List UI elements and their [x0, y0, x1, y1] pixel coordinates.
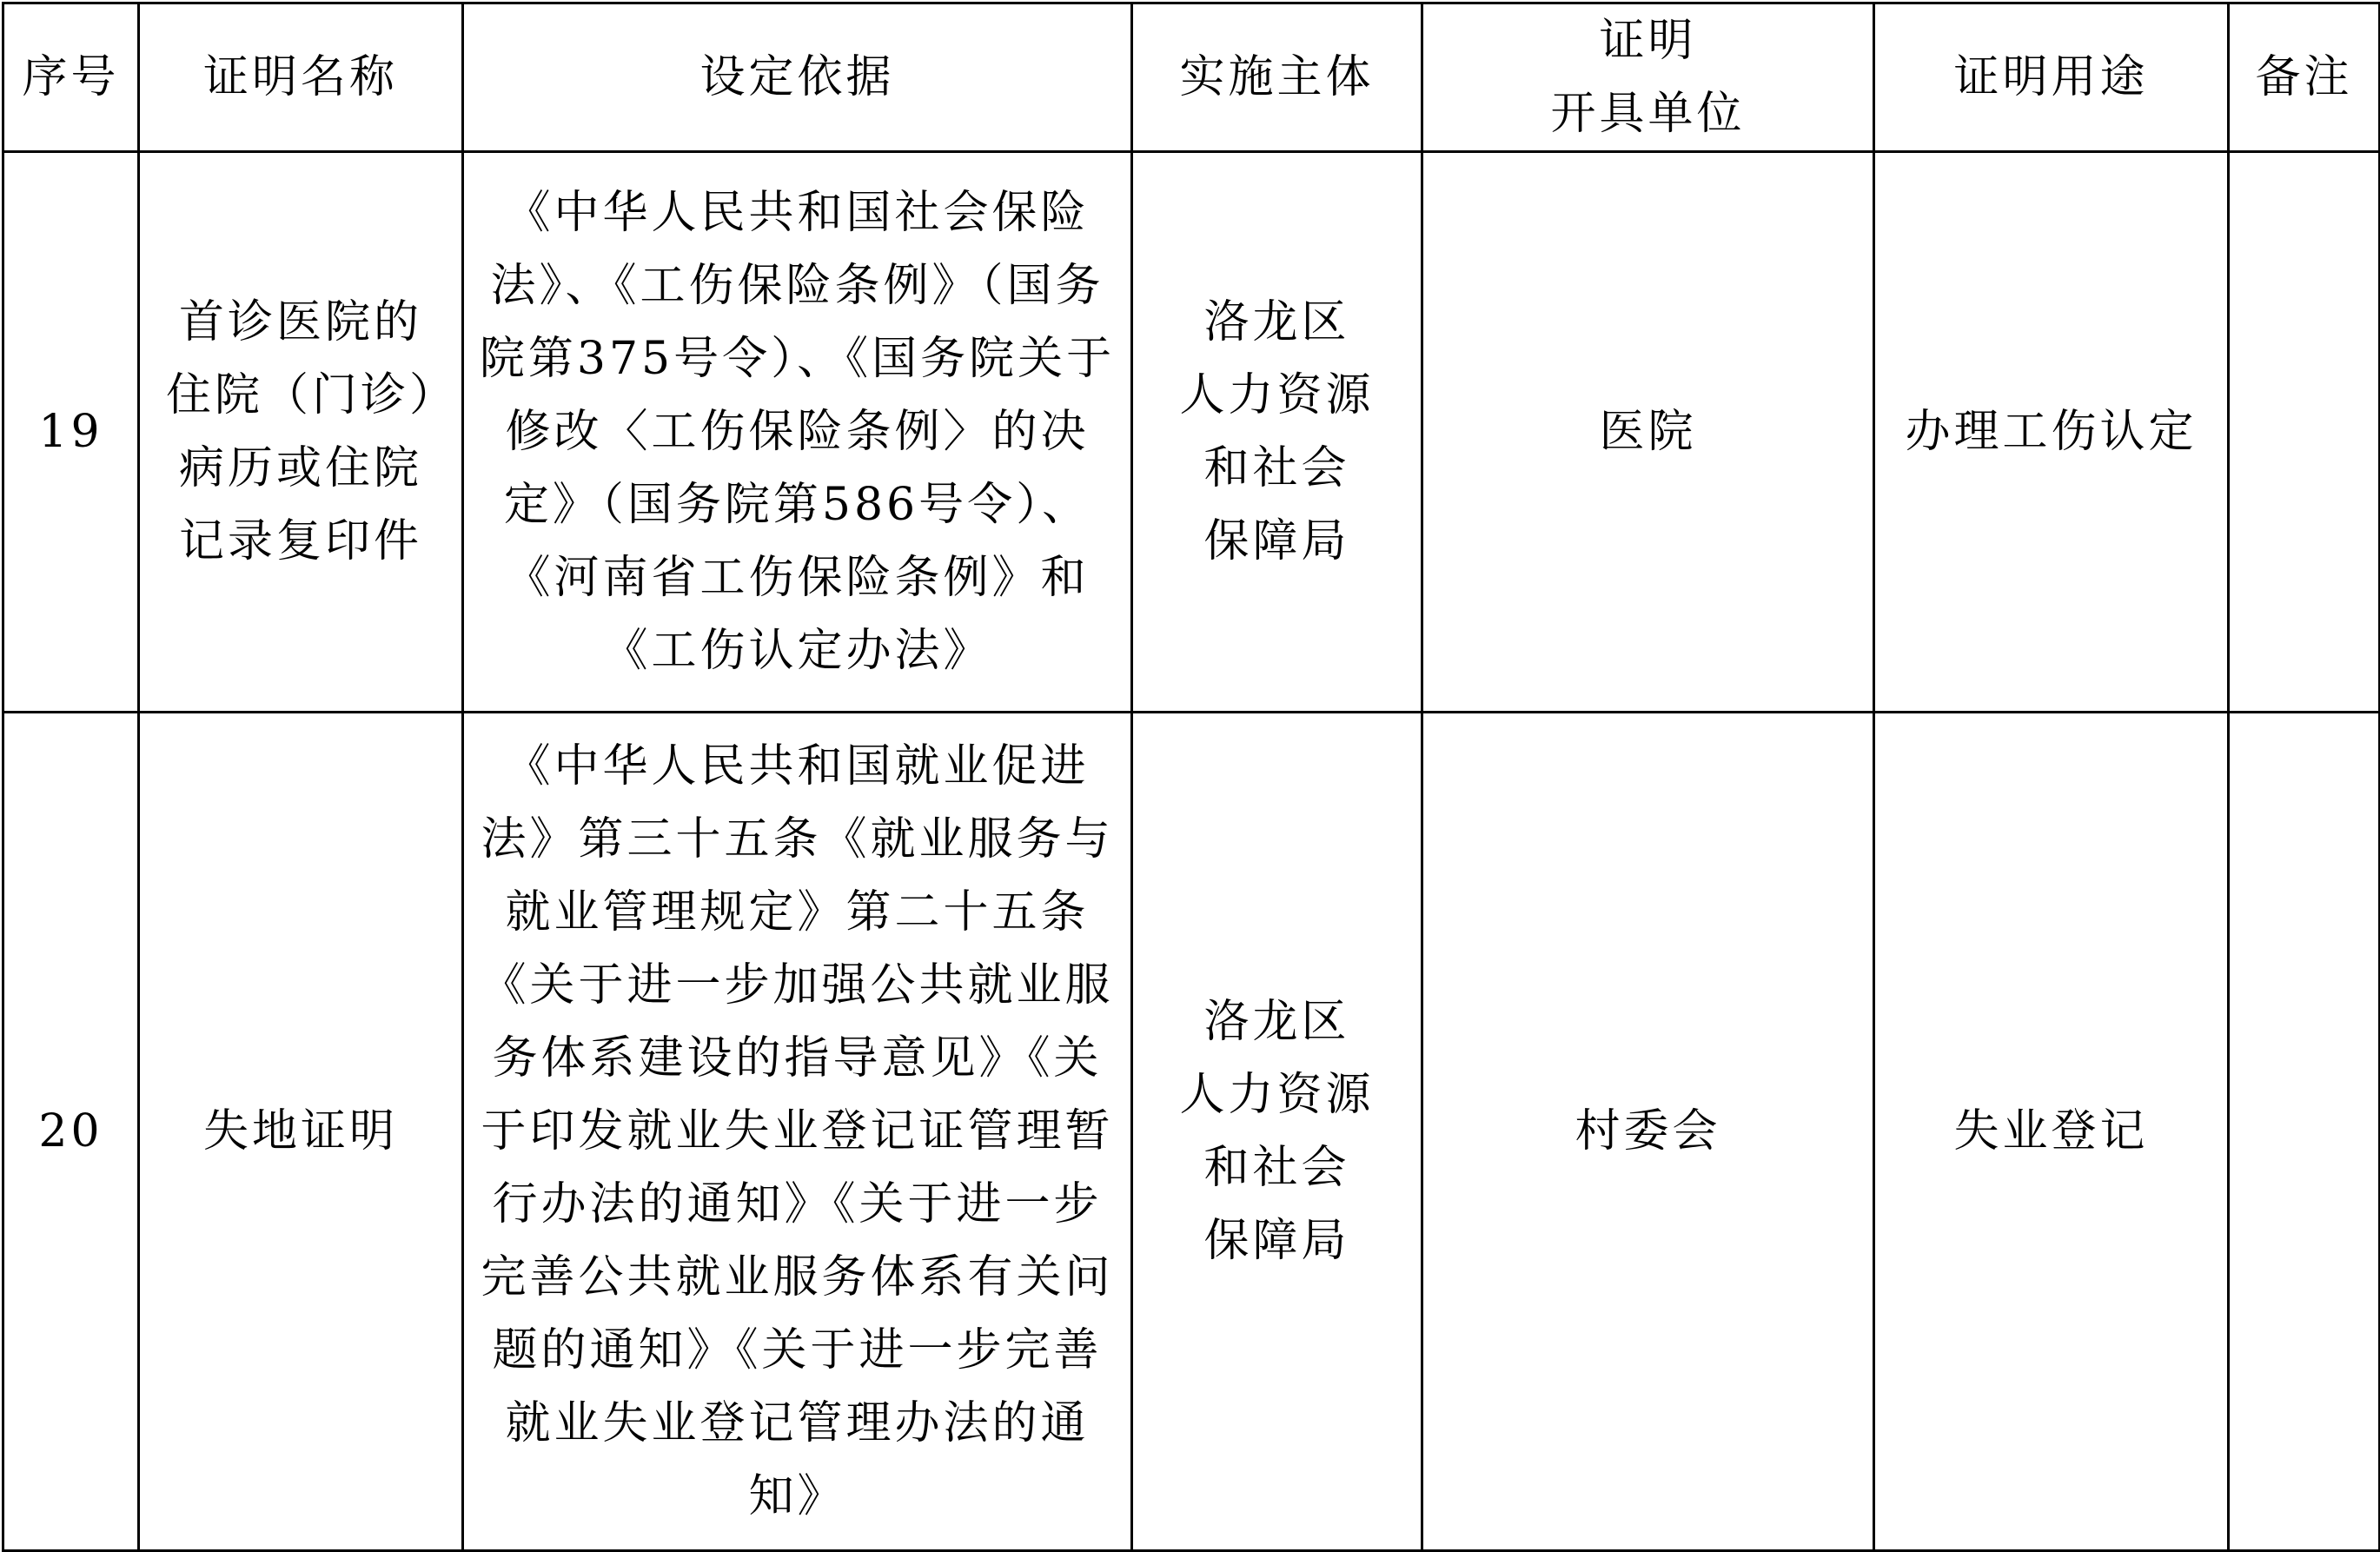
cell-purpose: 办理工伤认定 [1874, 152, 2229, 713]
cell-subject [1132, 152, 1422, 713]
header-basis: 设定依据 [463, 3, 1132, 152]
cell-remark [2229, 152, 2380, 713]
cell-basis-text: 《中华人民共和国社会保险法》、《工伤保险条例》（国务院第375号令）、《国务院关于修改〈工伤保险条例〉的决定》（国务院第586号令）、《河南省工伤保险条例》和《工伤认定办法》 [479, 187, 1116, 677]
cell-issuer: 医院 [1422, 152, 1874, 713]
header-issuer [1422, 3, 1874, 152]
cell-basis [463, 152, 1132, 713]
header-row [3, 3, 2380, 152]
cell-subject-line: 人力资源 [1179, 1069, 1375, 1121]
cell-subject-line: 和社会 [1203, 1142, 1350, 1194]
header-purpose: 证明用途 [1874, 3, 2229, 152]
cell-seq: 19 [3, 152, 139, 713]
cell-name [139, 152, 463, 713]
header-issuer-line2: 开具单位 [1550, 88, 1746, 140]
header-issuer-line1: 证明 [1599, 15, 1697, 67]
header-seq: 序号 [3, 3, 139, 152]
cell-basis-text: 《中华人民共和国就业促进法》第三十五条《就业服务与就业管理规定》第二十五条《关于进一步加强公共就业服务体系建设的指导意见》《关于印发就业失业登记证管理暂行办法的通知》《关于进一步完善公共就业服务体系有关问题的通知》《关于进一步完善就业失业登记管理办法的通知》 [481, 740, 1114, 1522]
cell-issuer: 村委会 [1422, 713, 1874, 1551]
cell-remark [2229, 713, 2380, 1551]
cell-purpose: 失业登记 [1874, 713, 2229, 1551]
certificate-table [2, 2, 2380, 1552]
cell-subject-line: 洛龙区 [1203, 996, 1350, 1048]
table-row [3, 152, 2380, 713]
header-name: 证明名称 [139, 3, 463, 152]
cell-name-text: 首诊医院的住院（门诊）病历或住院记录复印件 [165, 296, 435, 567]
cell-subject-line: 保障局 [1203, 515, 1350, 567]
cell-subject-line: 和社会 [1203, 442, 1350, 494]
header-remark: 备注 [2229, 3, 2380, 152]
cell-name [139, 713, 463, 1551]
cell-subject-line: 洛龙区 [1203, 296, 1350, 348]
cell-subject-line: 保障局 [1203, 1215, 1350, 1267]
header-subject: 实施主体 [1132, 3, 1422, 152]
cell-name-text: 失地证明 [202, 1105, 398, 1157]
cell-subject [1132, 713, 1422, 1551]
cell-subject-line: 人力资源 [1179, 369, 1375, 421]
cell-seq: 20 [3, 713, 139, 1551]
table-row [3, 713, 2380, 1551]
cell-basis [463, 713, 1132, 1551]
